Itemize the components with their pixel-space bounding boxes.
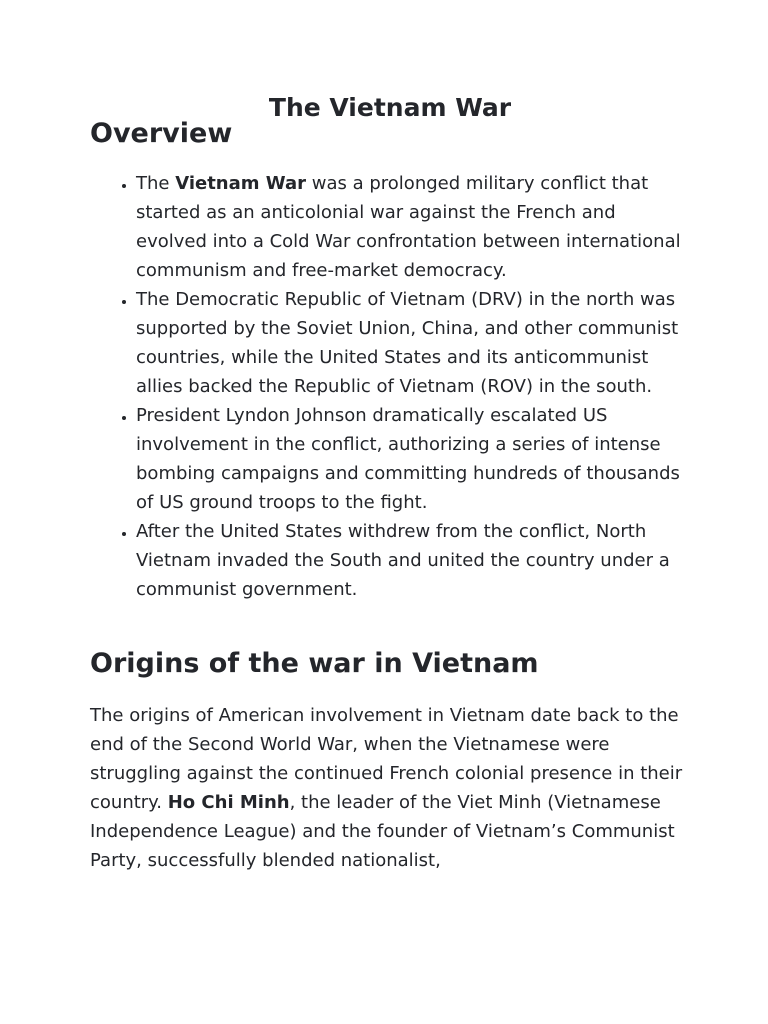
document-title: The Vietnam War <box>268 93 512 122</box>
bullet-1-text-post: was a prolonged military conflict that started as an anticolonial war against the French and evolved into a Cold War confrontation between international communism and free-market democracy. <box>136 173 681 281</box>
origins-paragraph <box>90 701 690 875</box>
overview-bullet-list <box>90 169 690 604</box>
overview-bullet-2: • The Democratic Republic of Vietnam (DRV) in the north was supported by the Soviet Union, China, and other communist countries, while the United States and its anticommunist allies backed the Republic of Vietnam (ROV) in the south. <box>136 285 690 401</box>
origins-heading: Origins of the war in Vietnam <box>90 648 539 679</box>
ho-chi-minh-bold-term: Ho Chi Minh <box>167 792 290 813</box>
bullet-1-text-pre: The <box>136 173 176 194</box>
overview-heading: Overview <box>90 118 233 149</box>
vietnam-war-bold-term: Vietnam War <box>175 173 307 194</box>
overview-bullet-3: • President Lyndon Johnson dramatically escalated US involvement in the conflict, authorizing a series of intense bombing campaigns and committing hundreds of thousands of US ground troops to the fight. <box>136 401 690 517</box>
origins-paragraph-pre: The origins of American involvement in Vietnam date back to the end of the Second World War, when the Vietnamese were struggling against the continued French colonial presence in their country. <box>90 705 683 813</box>
overview-bullet-4: • After the United States withdrew from the conflict, North Vietnam invaded the South and united the country under a communist government. <box>136 517 690 604</box>
overview-bullet-1 <box>136 169 690 285</box>
origins-paragraph-post: , the leader of the Viet Minh (Vietnamese Independence League) and the founder of Vietnam’s Communist Party, successfully blended nationalist, <box>90 792 675 871</box>
document-page <box>90 88 690 875</box>
